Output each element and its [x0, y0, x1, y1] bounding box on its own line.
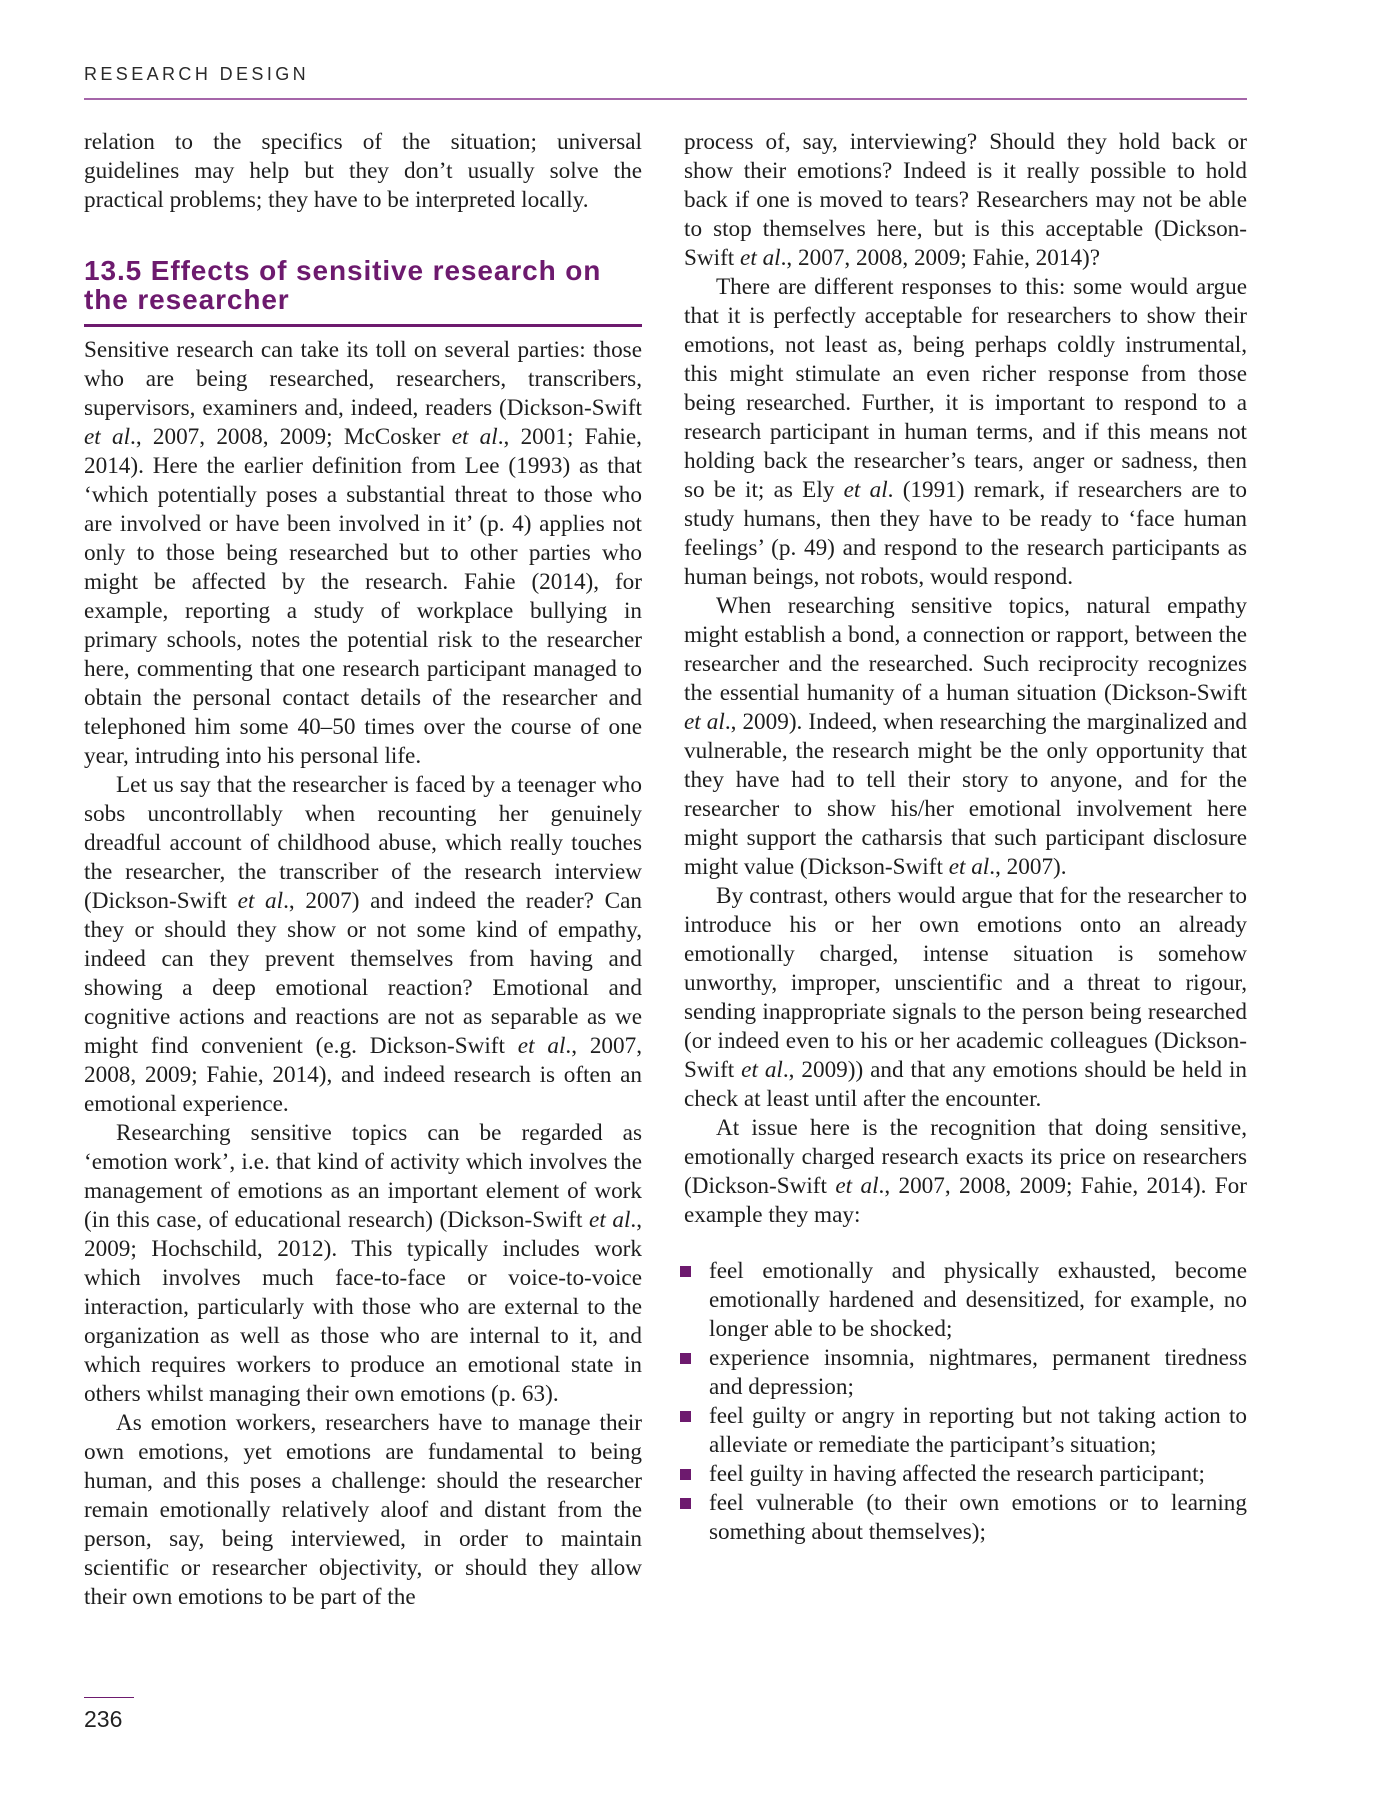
body-paragraph: There are different responses to this: some would argue that it is perfectly acceptable for researchers to show their emotions, not least as, being perhaps coldly instrumental, this might stimulate an even richer response from those being researched. Further, it is important to respond to a research participant in human terms, and if this means not holding back the researcher’s tears, anger or sadness, then so be it; as Ely et al. (1991) remark, if researchers are to study humans, then they have to be ready to ‘face human feelings’ (p. 49) and respond to the research participants as human beings, not robots, would respond.	[684, 274, 1247, 590]
running-head: RESEARCH DESIGN	[84, 64, 310, 84]
list-item: feel vulnerable (to their own emotions or to learning something about themselves);	[684, 1489, 1247, 1547]
header-rule	[84, 98, 1247, 100]
body-paragraph: By contrast, others would argue that for the researcher to introduce his or her own emotions onto an already emotionally charged, intense situation is somehow unworthy, improper, unscientific and a threat to rigour, sending inappropriate signals to the person being researched (or indeed even to his or her academic colleagues (Dickson-Swift et al., 2009)) and that any emotions should be held in check at least until after the encounter.	[684, 883, 1248, 1112]
list-item: feel emotionally and physically exhausted, become emotionally hardened and desensitized, for example, no longer able to be shocked;	[684, 1257, 1247, 1344]
list-item: experience insomnia, nightmares, permanent tiredness and depression;	[684, 1344, 1247, 1402]
square-bullet-icon	[680, 1469, 691, 1480]
continuation-paragraph: relation to the specifics of the situation; universal guidelines may help but they don’t usually solve the practical problems; they have to be interpreted locally.	[84, 129, 642, 213]
body-paragraph: At issue here is the recognition that doing sensitive, emotionally charged research exacts its price on researchers (Dickson-Swift et al., 2007, 2008, 2009; Fahie, 2014). For example they may:	[684, 1115, 1247, 1228]
section-heading: 13.5 Effects of sensitive research on the researcher	[84, 256, 642, 327]
body-paragraph: process of, say, interviewing? Should they hold back or show their emotions? Indeed is it really possible to hold back if one is moved to tears? Researchers may not be able to stop themselves here, but is this acceptable (Dickson-Swift et al., 2007, 2008, 2009; Fahie, 2014)?	[684, 129, 1247, 271]
right-column	[684, 128, 1247, 1547]
left-column	[84, 128, 642, 1612]
list-item: feel guilty in having affected the research participant;	[684, 1460, 1247, 1489]
square-bullet-icon	[680, 1498, 691, 1509]
body-paragraph: Sensitive research can take its toll on several parties: those who are being researched, researchers, transcribers, supervisors, examiners and, indeed, readers (Dickson-Swift et al., 2007, 2008, 2009; McCosker et al., 2001; Fahie, 2014). Here the earlier definition from Lee (1993) as that ‘which potentially poses a substantial threat to those who are involved or have been involved in it’ (p. 4) applies not only to those being researched but to other parties who might be affected by the research. Fahie (2014), for example, reporting a study of workplace bullying in primary schools, notes the potential risk to the researcher here, commenting that one research participant managed to obtain the personal contact details of the researcher and telephoned him some 40–50 times over the course of one year, intruding into his personal life.	[84, 337, 642, 769]
effects-bullet-list	[684, 1257, 1247, 1547]
body-paragraph: When researching sensitive topics, natural empathy might establish a bond, a connection or rapport, between the researcher and the researched. Such reciprocity recognizes the essential humanity of a human situation (Dickson-Swift et al., 2009). Indeed, when researching the marginalized and vulnerable, the research might be the only opportunity that they have had to tell their story to anyone, and for the researcher to show his/her emotional involvement here might support the catharsis that such participant disclosure might value (Dickson-Swift et al., 2007).	[684, 593, 1248, 880]
square-bullet-icon	[680, 1411, 691, 1422]
body-paragraph: Let us say that the researcher is faced by a teenager who sobs uncontrollably when recounting her genuinely dreadful account of childhood abuse, which really touches the researcher, the transcriber of the research interview (Dickson-Swift et al., 2007) and indeed the reader? Can they or should they show or not some kind of empathy, indeed can they prevent themselves from having and showing a deep emotional reaction? Emotional and cognitive actions and reactions are not as separable as we might find convenient (e.g. Dickson-Swift et al., 2007, 2008, 2009; Fahie, 2014), and indeed research is often an emotional experience.	[84, 772, 642, 1117]
list-item: feel guilty or angry in reporting but not taking action to alleviate or remediate the participant’s situation;	[684, 1402, 1247, 1460]
body-paragraph: As emotion workers, researchers have to manage their own emotions, yet emotions are fundamental to being human, and this poses a challenge: should the researcher remain emotionally relatively aloof and distant from the person, say, being interviewed, in order to maintain scientific or researcher objectivity, or should they allow their own emotions to be part of the	[84, 1410, 642, 1610]
body-paragraph: Researching sensitive topics can be regarded as ‘emotion work’, i.e. that kind of activity which involves the management of emotions as an important element of work (in this case, of educational research) (Dickson-Swift et al., 2009; Hochschild, 2012). This typically includes work which involves much face-to-face or voice-to-voice interaction, particularly with those who are external to the organization as well as those who are internal to it, and which requires workers to produce an emotional state in others whilst managing their own emotions (p. 63).	[84, 1120, 642, 1407]
square-bullet-icon	[680, 1266, 691, 1277]
square-bullet-icon	[680, 1353, 691, 1364]
page-number: 236	[84, 1706, 123, 1732]
footer-rule	[84, 1697, 134, 1698]
